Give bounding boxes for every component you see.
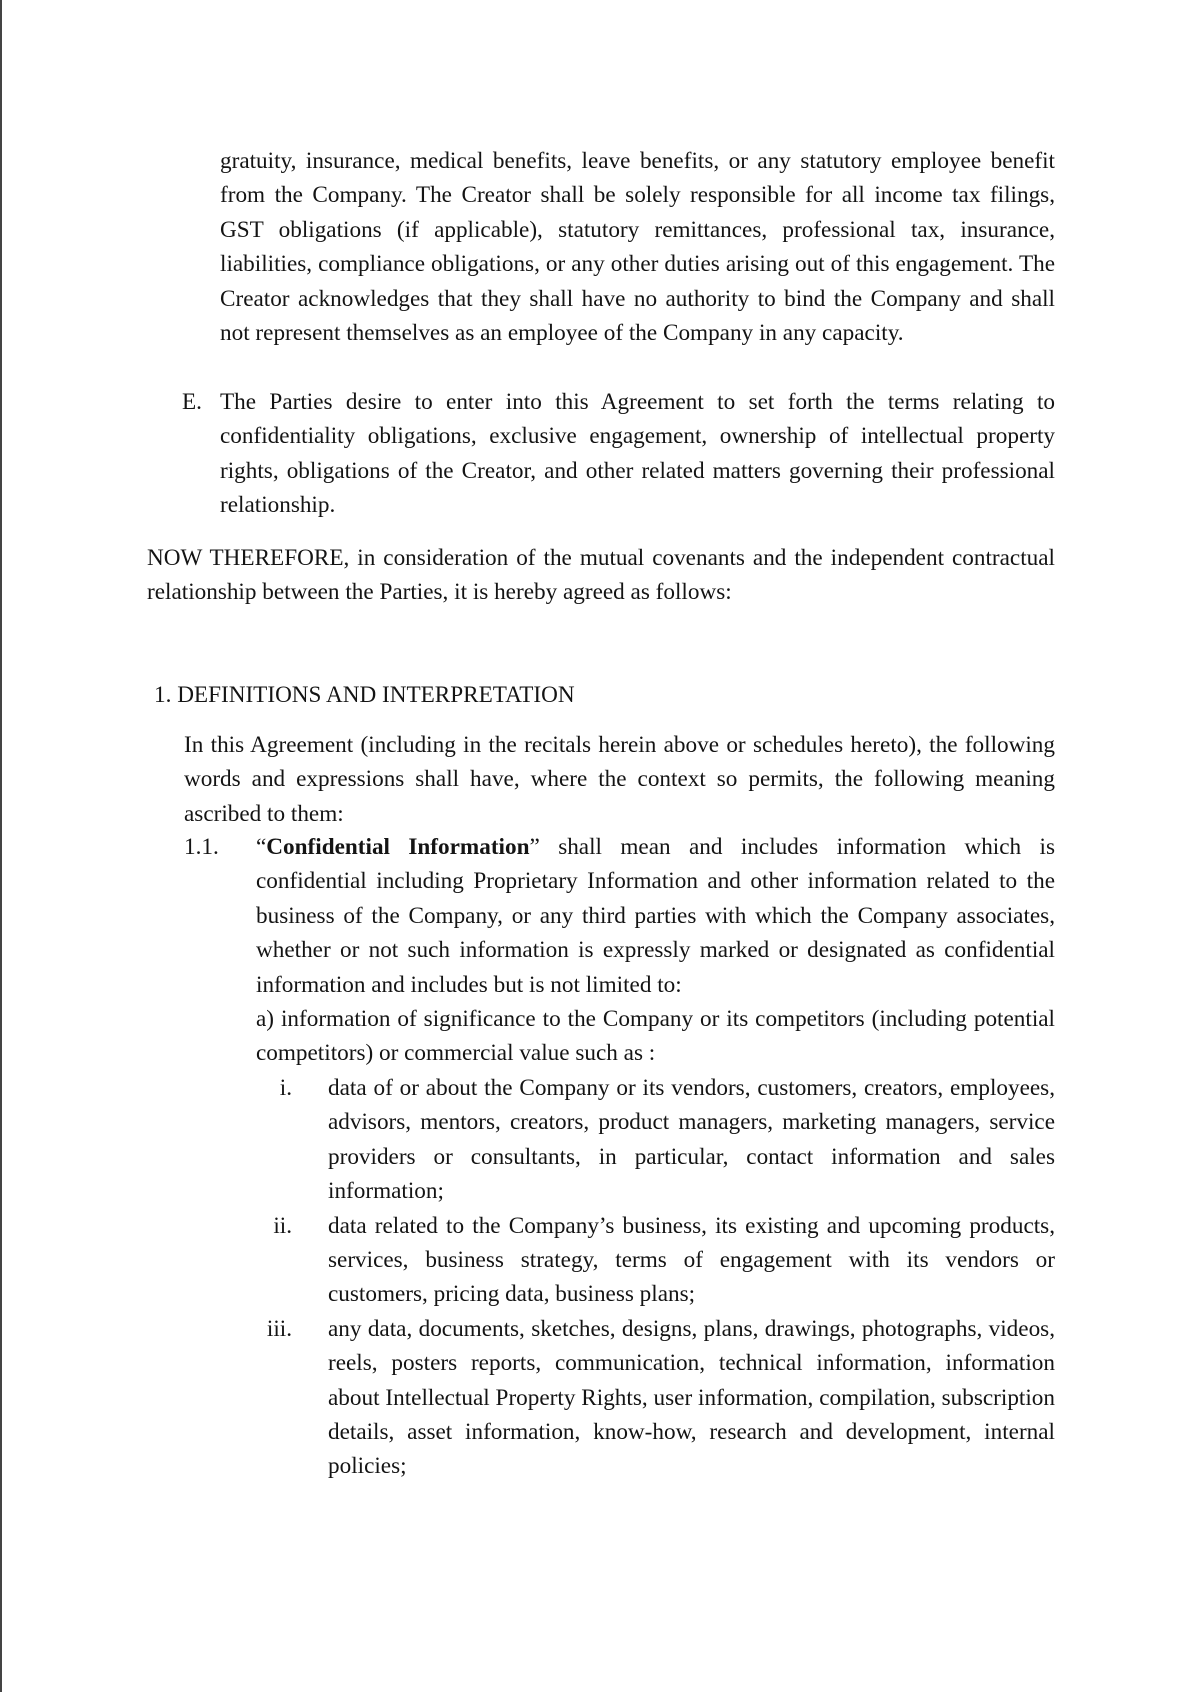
recital-d-continuation: gratuity, insurance, medical benefits, leave benefits, or any statutory employee benefit from the Company. The Creator shall be solely responsible for all income tax filings, GST obligations (if applicable), statutory remittances, professional tax, insurance, liabilities, compliance obligations, or any other duties arising out of this engagement. The Creator acknowledges that they shall have no authority to bind the Company and shall not represent themselves as an employee of the Company in any capacity. [220, 148, 1055, 347]
section-intro: In this Agreement (including in the recitals herein above or schedules hereto), the following words and expressions shall have, where the context so permits, the following meaning ascribed to them: [184, 732, 1055, 827]
list-item-marker: i. [279, 1075, 292, 1101]
definition-1-1 [184, 830, 1055, 1071]
recital-text: The Parties desire to enter into this Agreement to set forth the terms relating to confidentiality obligations, exclusive engagement, ownership of intellectual property rights, obligations of the Creator, and other related matters governing their professional relationship. [220, 389, 1055, 519]
clause-a: a) information of significance to the Company or its competitors (including potential competitors) or commercial value such as : [256, 1006, 1055, 1067]
definition-text [256, 830, 1055, 1002]
list-item-text: data related to the Company’s business, its existing and upcoming products, services, business strategy, terms of engagement with its vendors or customers, pricing data, business plans; [328, 1212, 1055, 1308]
recital-marker: E. [182, 389, 202, 415]
list-item-text: any data, documents, sketches, designs, plans, drawings, photographs, videos, reels, posters reports, communication, technical information, information about Intellectual Property Rights, user information, compilation, subscription details, asset information, know-how, research and development, internal policies; [328, 1315, 1055, 1480]
section-heading: 1. DEFINITIONS AND INTERPRETATION [154, 682, 575, 708]
sub-item-list [240, 1071, 1055, 1484]
now-therefore-clause: NOW THEREFORE, in consideration of the mutual covenants and the independent contractual relationship between the Parties, it is hereby agreed as follows: [147, 545, 1055, 606]
definition-marker: 1.1. [184, 834, 219, 860]
recital-e [182, 385, 1055, 523]
list-item [240, 1209, 1055, 1312]
defined-term: Confidential Information [266, 834, 530, 860]
list-item-marker: ii. [273, 1212, 292, 1239]
list-item [240, 1312, 1055, 1484]
close-quote: ” [529, 834, 540, 860]
definition-body: shall mean and includes information which is confidential including Proprietary Information and other information related to the business of the Company, or any third parties with which the Company associates, whether or not such information is expressly marked or designated as confidential information and includes but is not limited to: [256, 834, 1055, 998]
list-item-text: data of or about the Company or its vendors, customers, creators, employees, advisors, mentors, creators, product managers, marketing managers, service providers or consultants, in particular, contact information and sales information; [328, 1075, 1055, 1205]
open-quote: “ [256, 834, 267, 860]
list-item-marker: iii. [266, 1315, 292, 1342]
list-item [240, 1071, 1055, 1209]
